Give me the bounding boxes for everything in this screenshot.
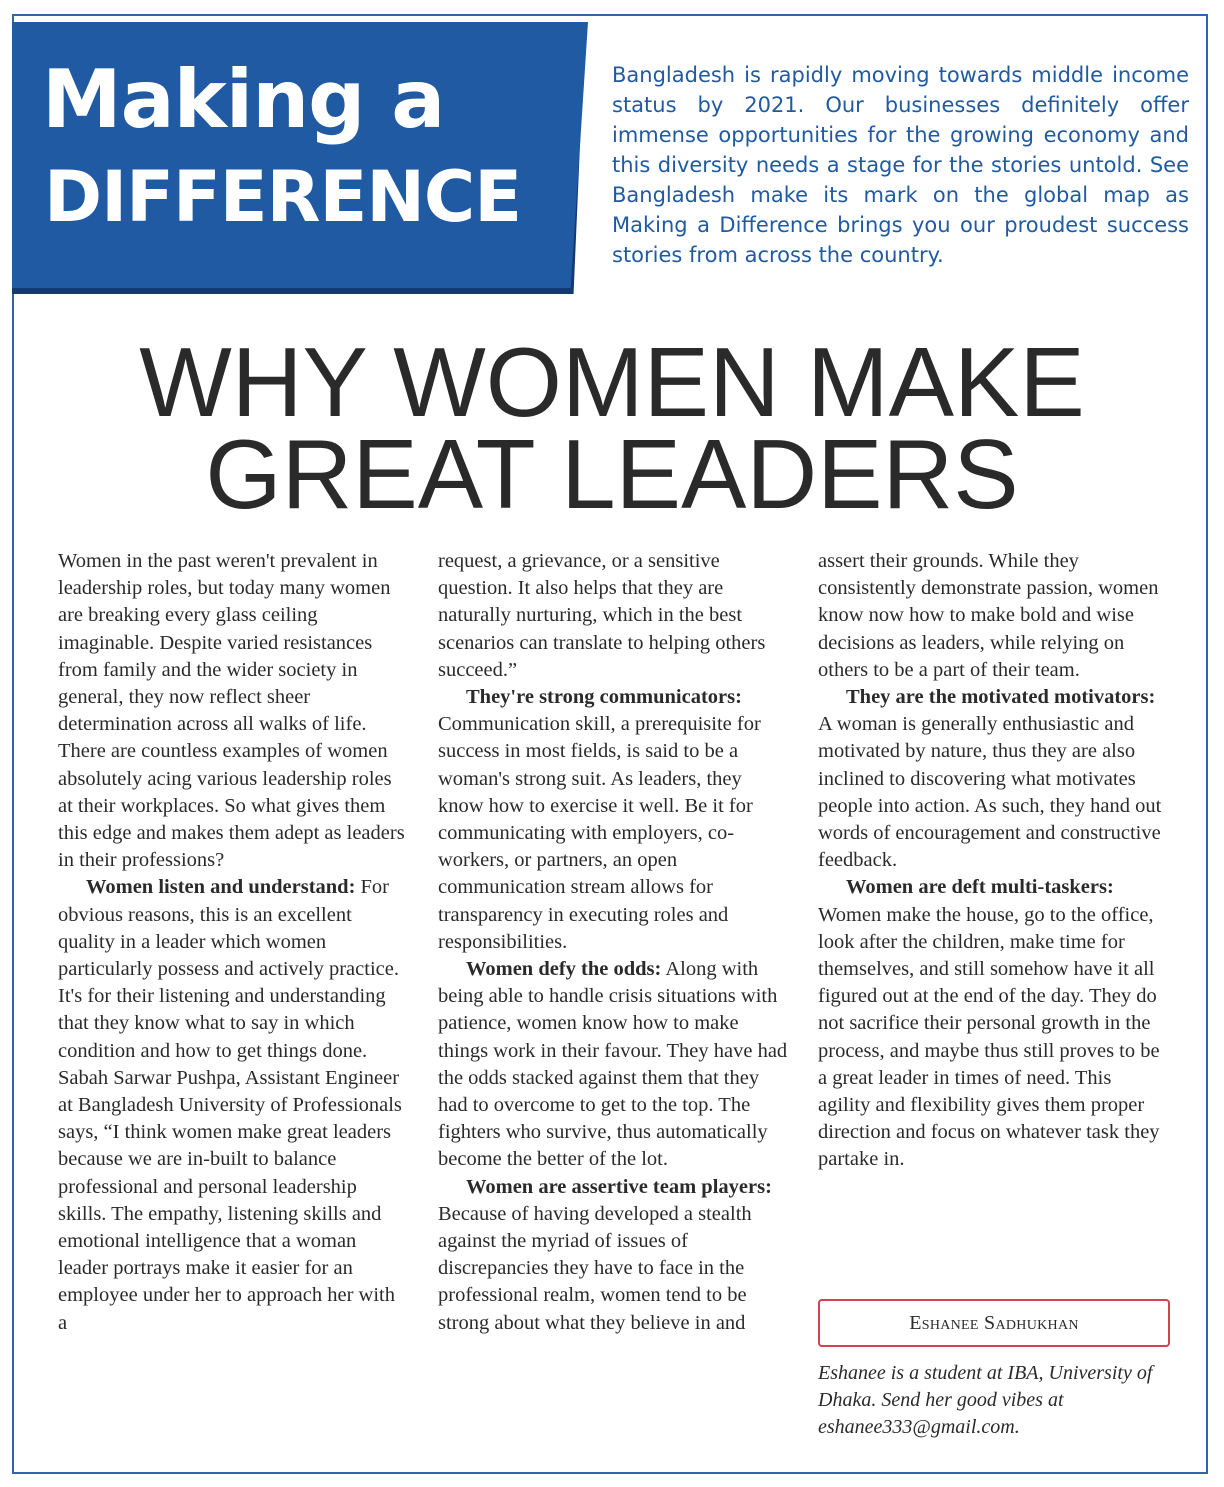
banner-title-line1: Making a — [42, 53, 445, 146]
paragraph-text: A woman is generally enthusiastic and motivated by nature, thus they are also inclined to discovering what motivates people into action. As such, they hand out words of encouragement and constructive feedback. — [818, 713, 1162, 872]
author-bio: Eshanee is a student at IBA, University of Dhaka. Send her good vibes at eshanee333@gmail.com. — [818, 1362, 1153, 1438]
subheading: Women listen and understand: — [86, 876, 356, 899]
article-headline — [40, 327, 1184, 529]
article-column-2 — [438, 548, 788, 1337]
paragraph — [438, 956, 788, 1174]
headline-line2: GREAT LEADERS — [205, 419, 1019, 529]
paragraph — [818, 874, 1168, 1173]
paragraph — [58, 874, 408, 1336]
subheading: They're strong communicators: — [466, 686, 742, 709]
article-column-1 — [58, 548, 408, 1337]
author-byline: Eshanee Sadhukhan — [818, 1299, 1170, 1347]
paragraph-text: Along with being able to handle crisis situations with patience, women know how to make things work in their favour. They have had the odds stacked against them that they had to overcome to get to the top. The fighters who survive, thus automatically become the better of the lot. — [438, 958, 788, 1171]
paragraph-text: Women make the house, go to the office, look after the children, make time for themselves, and still somehow have it all figured out at the end of the day. They do not sacrifice their personal growth in the process, and maybe thus still proves to be a great leader in times of need. This agility and flexibility gives them proper direction and focus on whatever task they partake in. — [818, 903, 1160, 1171]
paragraph — [438, 1174, 788, 1337]
subheading: Women are deft multi-taskers: — [846, 876, 1114, 899]
subheading: Women defy the odds: — [466, 958, 662, 981]
subheading: They are the motivated motivators: — [846, 686, 1156, 709]
paragraph-text: For obvious reasons, this is an excellent quality in a leader which women particularly possess and actively practice. It's for their listening and understanding that they know what to say in which condition and how to get things done. Sabah Sarwar Pushpa, Assistant Engineer at Bangladesh University of Professionals says, “I think women make great leaders because we are in-built to balance professional and personal leadership skills. The empathy, listening skills and emotional intelligence that a woman leader portrays make it easier for an employee under her to approach her with a — [58, 876, 402, 1334]
article-column-3 — [818, 548, 1168, 1174]
section-intro: Bangladesh is rapidly moving towards middle income status by 2021. Our businesses definitely offer immense opportunities for the growing economy and this diversity needs a stage for the stories untold. See Bangladesh make its mark on the global map as Making a Difference brings you our proudest success stories from across the country. — [612, 63, 1189, 267]
paragraph-text: Because of having developed a stealth against the myriad of issues of discrepancies they have to face in the professional realm, women tend to be strong about what they believe in and — [438, 1202, 752, 1334]
paragraph-text: Communication skill, a prerequisite for success in most fields, is said to be a woman's strong suit. As leaders, they know how to exercise it well. Be it for communicating with employers, co-workers, or partners, an open communication stream allows for transparency in executing roles and responsibilities. — [438, 713, 761, 953]
paragraph: Women in the past weren't prevalent in leadership roles, but today many women are breaking every glass ceiling imaginable. Despite varied resistances from family and the wider society in general, they now reflect sheer determination across all walks of life. There are countless examples of women absolutely acing various leadership roles at their workplaces. So what gives them this edge and makes them adept as leaders in their professions? — [58, 550, 405, 872]
headline-line1: WHY WOMEN MAKE — [139, 327, 1085, 437]
subheading: Women are assertive team players: — [466, 1175, 772, 1198]
paragraph — [438, 684, 788, 956]
banner-title-line2: DIFFERENCE — [44, 156, 522, 238]
paragraph — [818, 684, 1168, 874]
paragraph: assert their grounds. While they consistently demonstrate passion, women know now how to make bold and wise decisions as leaders, while relying on others to be a part of their team. — [818, 550, 1159, 681]
paragraph: request, a grievance, or a sensitive question. It also helps that they are naturally nurturing, which in the best scenarios can translate to helping others succeed.” — [438, 550, 766, 681]
